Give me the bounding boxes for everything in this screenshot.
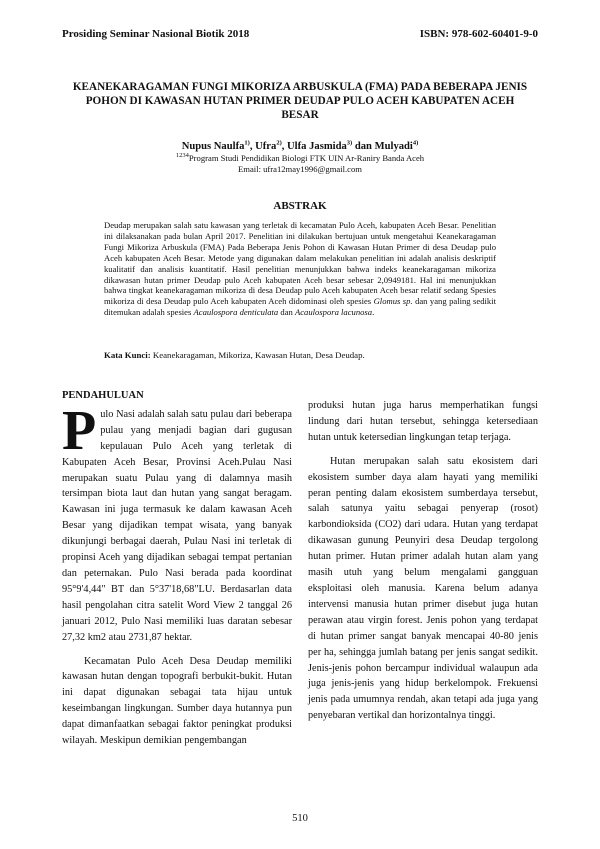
abstract-heading: ABSTRAK	[273, 200, 327, 212]
paragraph-text: ulo Nasi adalah salah satu pulau dari beberapa pulau yang menjadi bagian dari gugusan kepulauan Pulo Aceh yang terletak di Kabupaten Aceh Besar, Provinsi Aceh.Pulau Nasi merupakan suatu Pulau yang di dalamnya masih tersimpan biota laut dan hutan yang sangat beragam. Kawasan ini juga termasuk ke dalam kawasan Aceh Besar yang dijadikan tempat wisata, yang banyak dikunjungi berbagai daerah, Pulau Nasi ini terletak di propinsi Aceh yang dijadikan sebagai tempat pertanian dan peternakan. Pulo Nasi berada pada koordinat 95°9'4,44" BT dan 5°37'18,68"LU. Berdasarlan data hasil pengolahan citra satelit Word View 2 tanggal 26 januari 2012, Pulo Nasi memiliki luas daratan sebesar 27,32 km2 atau 2731,87 hektar.	[62, 408, 292, 643]
author-1-sup: 1)	[244, 139, 250, 147]
paragraph: Kecamatan Pulo Aceh Desa Deudap memiliki kawasan hutan dengan topografi berbukit-bukit. Hutan ini dapat digunakan sebagai tata hijau untuk keseimbangan lingkungan. Sumber daya hutannya pun dapat dimanfaatkan sebagai faktor peningkat produksi wilayah. Meskipun demikian pengembangan	[62, 655, 292, 747]
paragraph: produksi hutan juga harus memperhatikan fungsi lindung dari hutan tersebut, sehingga ketersediaan hutan untuk ketersedian lingkungan tetap terjaga.	[308, 400, 538, 443]
species-lacunosa: Acaulospora lacunosa	[294, 307, 373, 318]
affiliation-text: Program Studi Pendidikan Biologi FTK UIN Ar-Raniry Banda Aceh	[188, 153, 425, 163]
right-column	[308, 398, 538, 732]
keywords-text: Keanekaragaman, Mikoriza, Kawasan Hutan, Desa Deudap.	[152, 350, 365, 360]
abstract-and: dan	[280, 307, 293, 318]
affiliation-sup: 1234	[175, 152, 189, 160]
abstract-text-mid: dan yang paling sedikit ditemukan adalah spesies	[104, 296, 496, 318]
running-header	[62, 28, 538, 40]
header-left: Prosiding Seminar Nasional Biotik 2018	[62, 28, 250, 40]
species-glomus: Glomus sp.	[373, 296, 413, 307]
author-2-sup: 2)	[276, 139, 282, 147]
author-2: Ufra	[255, 141, 277, 152]
paragraph: Hutan merupakan salah satu ekosistem dari ekosistem sumber daya alam hayati yang memiliki peran penting dalam ekosistem sumberdaya tersebut, salah satunya yaitu sebagai penyerap (rosot) karbondioksida (CO2) dari udara. Hutan yang terdapat dikawasan gunung Peunyiri desa Deudap tergolong hutan primer. Hutan primer adalah hutan alam yang masih utuh yang belum mengalami gangguan eksploitasi oleh manusia. Karena belum adanya intervensi manusia hutan primer disebut juga hutan perawan atau virgin forest. Jenis pohon yang terdapat di hutan primer sangat banyak mencapai 40-80 jenis per ha, sehingga jumlah batang per jenis sangat sedikit. Jenis-jenis pohon bercampur individual walaupun ada juga jenis-jenis yang hidup berkelompok. Frekuensi jenis pada umumnya rendah, akan tetapi ada juga yang penyebaran vertikal dan horizontalnya tinggi.	[308, 455, 538, 722]
abstract-body	[104, 220, 496, 318]
left-column	[62, 388, 292, 757]
author-3-sup: 3)	[346, 139, 353, 147]
author-block	[60, 140, 540, 175]
paper-title: KEANEKARAGAMAN FUNGI MIKORIZA ARBUSKULA (FMA) PADA BEBERAPA JENIS POHON DI KAWASAN HUTAN PRIMER DEUDAP PULO ACEH KABUPATEN ACEH BESAR	[72, 81, 528, 121]
abstract-text: Deudap merupakan salah satu kawasan yang terletak di kecamatan Pulo Aceh, kabupaten Aceh Besar. Penelitian ini dilaksanakan pada bulan April 2017. Penelitian ini dilakukan bertujuan untuk mengetahui Keanekaragaman Fungi Mikoriza Arbuskula (FMA) Pada Beberapa Jenis Pohon di Kawasan Hutan Primer di desa Deudap pulo Aceh kabupaten Aceh Besar. Metode yang digunakan dalam melakukan penelitian ini adalah analisis deskriptif kualitatif dan analisis kuantitatif. Hasil penelitian menunjukkan bahwa indeks keanekaragaman mikoriza dikawasan hutan primer Deudap pulo Aceh kabupaten Aceh besar sebesar 2,0949181. Hal ini menunjukkan bahwa tingkat keanekaragaman mikoriza di desa Deudap pulo Aceh kabupaten Aceh besar relatif sedang Spesies mikoriza di desa Deudap pulo Aceh kabupaten Aceh didominasi oleh spesies	[104, 220, 496, 307]
author-1: Nupus Naulfa	[181, 141, 245, 152]
author-names: Nupus Naulfa$^{1)}$, Ufra$^{2)}$, Ulfa Jasmida$^{3)}$ dan Mulyadi$^{4)}$	[181, 139, 419, 152]
keywords	[104, 350, 496, 360]
species-denticulata: Acaulospora denticulata	[193, 307, 279, 318]
abstract-end: .	[372, 307, 375, 318]
affiliation	[60, 153, 540, 164]
author-4: Mulyadi	[374, 141, 413, 152]
keywords-label: Kata Kunci:	[104, 350, 151, 360]
page-number: 510	[292, 813, 308, 824]
paragraph	[62, 399, 292, 646]
header-right: ISBN: 978-602-60401-9-0	[419, 28, 538, 40]
author-and: dan	[354, 141, 372, 152]
drop-cap: P	[62, 399, 97, 462]
section-heading: PENDAHULUAN	[62, 390, 144, 401]
author-email: Email: ufra12may1996@gmail.com	[238, 164, 362, 174]
author-3: Ulfa Jasmida	[287, 141, 347, 152]
author-4-sup: 4)	[412, 139, 419, 147]
